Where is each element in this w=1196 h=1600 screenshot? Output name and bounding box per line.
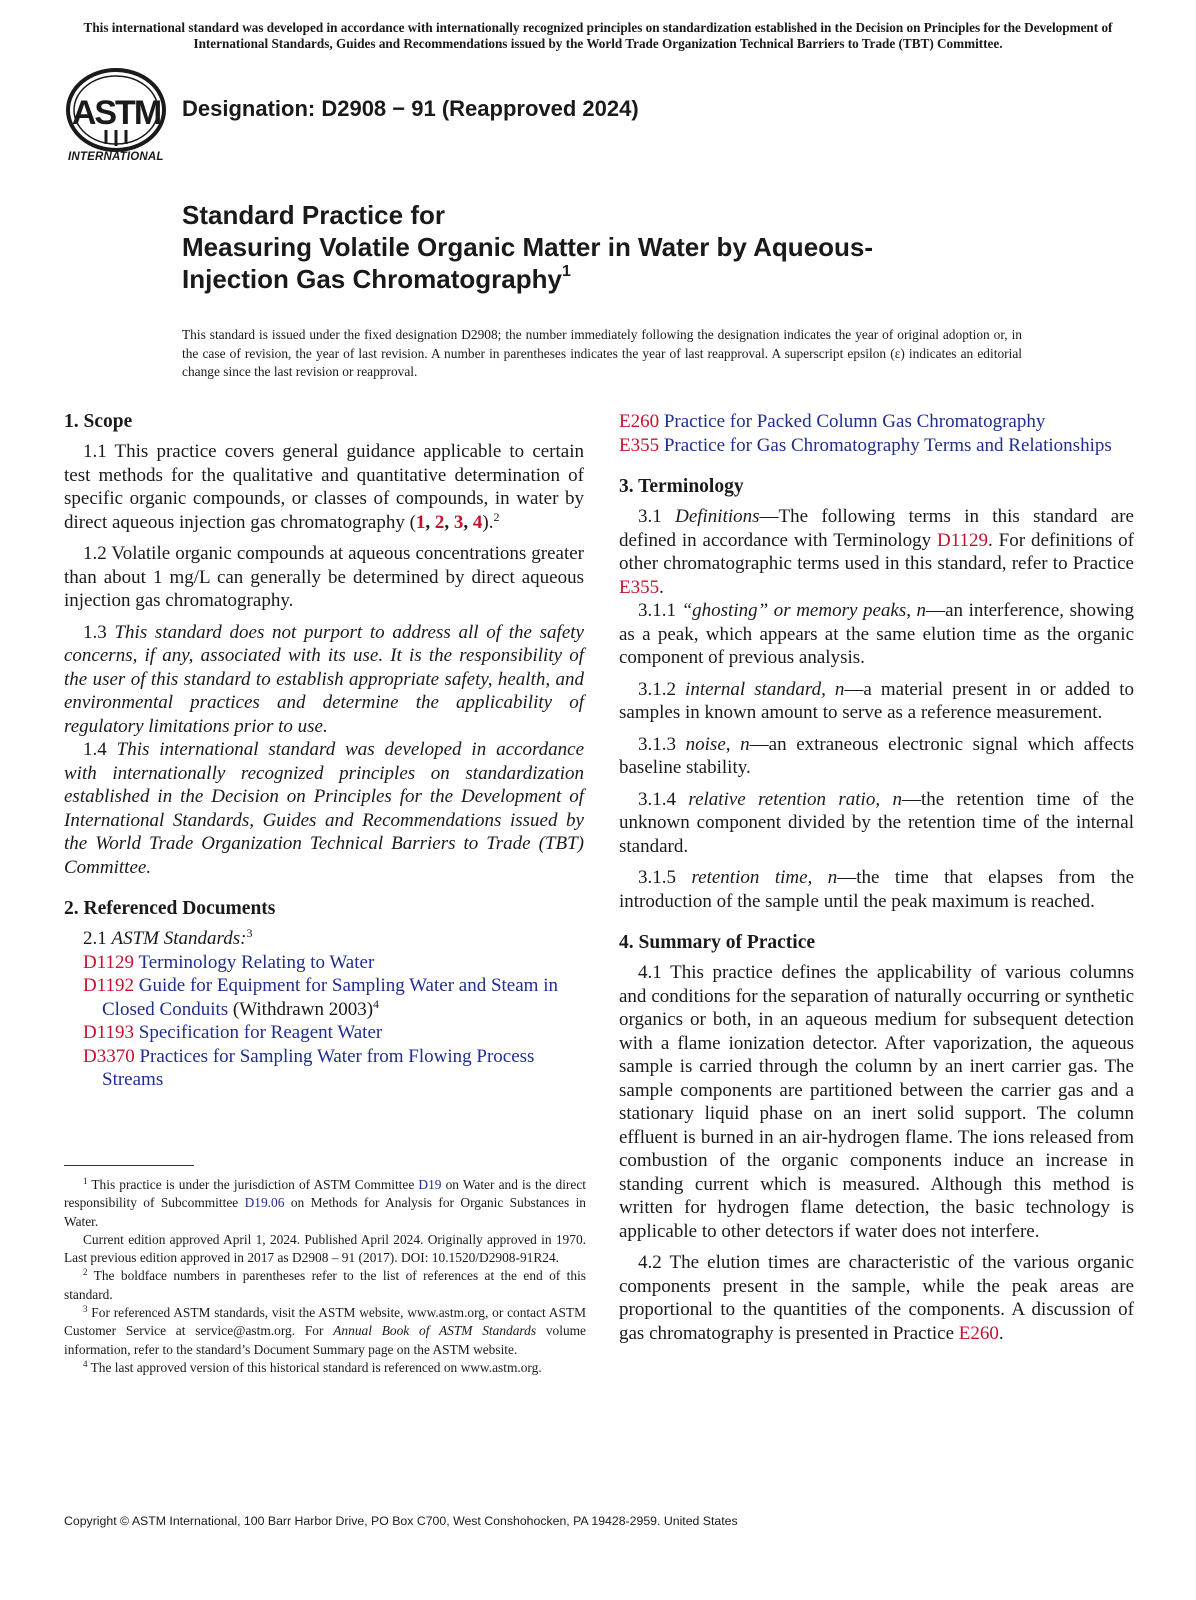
definition-3-1-4: 3.1.4 relative retention ratio, n—the retention time of the unknown component divided by the retention time of the internal standard. — [619, 788, 1135, 857]
scope-1-1: 1.1 This practice covers general guidance applicable to certain test methods for the qualitative and quantitative determination of specific organic compounds, or classes of compounds, in water by direct aqueous injection gas chromatography (1, 2, 3, 4).$^2$ — [64, 441, 584, 533]
ref-item-d1129[interactable]: D1129 Terminology Relating to Water — [83, 951, 375, 973]
astm-standards-subheading: 2.1 ASTM Standards:$^3$ — [83, 926, 253, 949]
ref-item-d1192[interactable]: D1192 Guide for Equipment for Sampling Water and Steam in Closed Conduits (Withdrawn 2003)$^4$ — [83, 975, 558, 1020]
left-column — [64, 410, 584, 1092]
logo-international-label: INTERNATIONAL — [68, 151, 164, 163]
referenced-documents-heading: 2. Referenced Documents — [64, 898, 276, 919]
title-line-3: Injection Gas Chromatography — [182, 264, 562, 294]
definition-3-1-3: 3.1.3 noise, n—an extraneous electronic signal which affects baseline stability. — [619, 733, 1135, 778]
footnote-1-edition: Current edition approved April 1, 2024. Published April 2024. Originally approved in 1970. Last previous edition approved in 2017 as D2908 – 91 (2017). DOI: 10.1520/D2908-91R24. — [64, 1231, 586, 1266]
title-footnote-mark[interactable]: 1 — [561, 263, 571, 280]
definition-3-1-1: 3.1.1 “ghosting” or memory peaks, n—an interference, showing as a peak, which appears at the same elution time as the organic component of previous analysis. — [619, 600, 1134, 668]
designation: Designation: D2908 − 91 (Reapproved 2024) — [182, 96, 639, 121]
link-d19[interactable]: D19 — [418, 1177, 442, 1192]
definition-3-1-2: 3.1.2 internal standard, n—a material present in or added to samples in known amount to serve as a reference measurement. — [619, 678, 1134, 723]
link-e260[interactable]: E260 — [958, 1322, 999, 1344]
tbt-notice: This international standard was developed in accordance with internationally recognized principles on standardization established in the Decision on Principles for the Development of International Standards, Guides and Recommendations issued by the World Trade Organization Technical Barriers to Trade (TBT) Committee. — [83, 20, 1113, 51]
title-line-1: Standard Practice for — [182, 200, 445, 230]
terminology-3-1: 3.1 Definitions—The following terms in this standard are defined in accordance with Terminology D1129. For definitions of other chromatographic terms used in this standard, refer to Practice E355. — [619, 506, 1134, 598]
terminology-heading: 3. Terminology — [619, 476, 744, 497]
ref-item-e355[interactable]: E355 Practice for Gas Chromatography Terms and Relationships — [619, 434, 1112, 456]
ref-item-e260[interactable]: E260 Practice for Packed Column Gas Chromatography — [619, 411, 1046, 432]
scope-1-3: 1.3 This standard does not purport to address all of the safety concerns, if any, associated with its use. It is the responsibility of the user of this standard to establish appropriate safety, health, and environmental practices and determine the applicability of regulatory limitations prior to use. — [64, 621, 584, 737]
ref-link-4[interactable]: 4 — [472, 511, 483, 533]
footnote-1: $^1$ This practice is under the jurisdiction of ASTM Committee D19 on Water and is the direct responsibility of Subcommittee D19.06 on Methods for Analysis for Organic Substances in Water. — [64, 1176, 586, 1229]
footnote-4: $^4$ The last approved version of this historical standard is referenced on www.astm.org. — [83, 1358, 542, 1375]
ref-link-1[interactable]: 1 — [415, 511, 426, 533]
scope-heading: 1. Scope — [64, 411, 133, 432]
summary-4-1: 4.1 This practice defines the applicability of various columns and conditions for the separation of naturally occurring or synthetic organics or both, in an aqueous medium for subsequent detection with a flame ionization detector. After vaporization, the aqueous sample is carried through the column by an inert carrier gas. The sample components are partitioned between the carrier gas and a stationary liquid phase on an inert solid support. The column effluent is burned in an air-hydrogen flame. The ions released from combustion of the organic components induce an increase in standing current which is measured. Although this method is written for hydrogen flame detection, the basic technology is applicable to other detectors if water does not interfere. — [619, 962, 1134, 1242]
summary-heading: 4. Summary of Practice — [619, 932, 816, 953]
footnote-divider — [64, 1165, 194, 1166]
definition-3-1-5: 3.1.5 retention time, n—the time that elapses from the introduction of the sample until the peak maximum is reached. — [619, 867, 1135, 912]
astm-logo — [64, 64, 174, 164]
link-e355[interactable]: E355 — [619, 576, 660, 598]
logo-letters: ASTM — [71, 94, 161, 132]
footnotes — [64, 1176, 586, 1377]
scope-1-4: 1.4 This international standard was developed in accordance with internationally recognized principles on standardization established in the Decision on Principles for the Development of International Standards, Guides and Recommendations issued by the World Trade Organization Technical Barriers to Trade (TBT) Committee. — [64, 739, 585, 878]
link-d1129[interactable]: D1129 — [937, 529, 989, 551]
copyright-footer: Copyright © ASTM International, 100 Barr Harbor Drive, PO Box C700, West Conshohocken, PA 19428-2959. United States — [64, 1514, 738, 1528]
footnote-2: $^2$ The boldface numbers in parentheses refer to the list of references at the end of this standard. — [64, 1267, 587, 1302]
summary-4-2: 4.2 The elution times are characteristic of the various organic components present in the sample, while the peak areas are proportional to the quantities of the components. A discussion of gas chromatography is presented in Practice E260. — [619, 1252, 1134, 1344]
footnote-mark-3[interactable]: 3 — [246, 926, 253, 940]
title-line-2: Measuring Volatile Organic Matter in Water by Aqueous- — [182, 232, 874, 262]
ref-link-3[interactable]: 3 — [453, 511, 464, 533]
ref-item-d1193[interactable]: D1193 Specification for Reagent Water — [83, 1022, 383, 1043]
scope-1-2: 1.2 Volatile organic compounds at aqueous concentrations greater than about 1 mg/L can generally be determined by direct aqueous injection gas chromatography. — [64, 543, 584, 611]
link-d19-06[interactable]: D19.06 — [244, 1195, 285, 1211]
document-title — [182, 199, 1002, 295]
issuance-note: This standard is issued under the fixed designation D2908; the number immediately following the designation indicates the year of original adoption or, in the case of revision, the year of last revision. A number in parentheses indicates the year of last reapproval. A superscript epsilon (ε) indicates an editorial change since the last revision or reapproval. — [182, 327, 1022, 379]
footnote-mark-2[interactable]: 2 — [493, 509, 500, 524]
footnote-3: $^3$ For referenced ASTM standards, visit the ASTM website, www.astm.org, or contact ASTM Customer Service at service@astm.org. For Annual Book of ASTM Standards volume information, refer to the standard’s Document Summary page on the ASTM website. — [64, 1304, 586, 1357]
ref-item-d3370[interactable]: D3370 Practices for Sampling Water from Flowing Process Streams — [83, 1045, 535, 1090]
right-column — [619, 410, 1134, 1345]
ref-link-2[interactable]: 2 — [434, 511, 445, 533]
